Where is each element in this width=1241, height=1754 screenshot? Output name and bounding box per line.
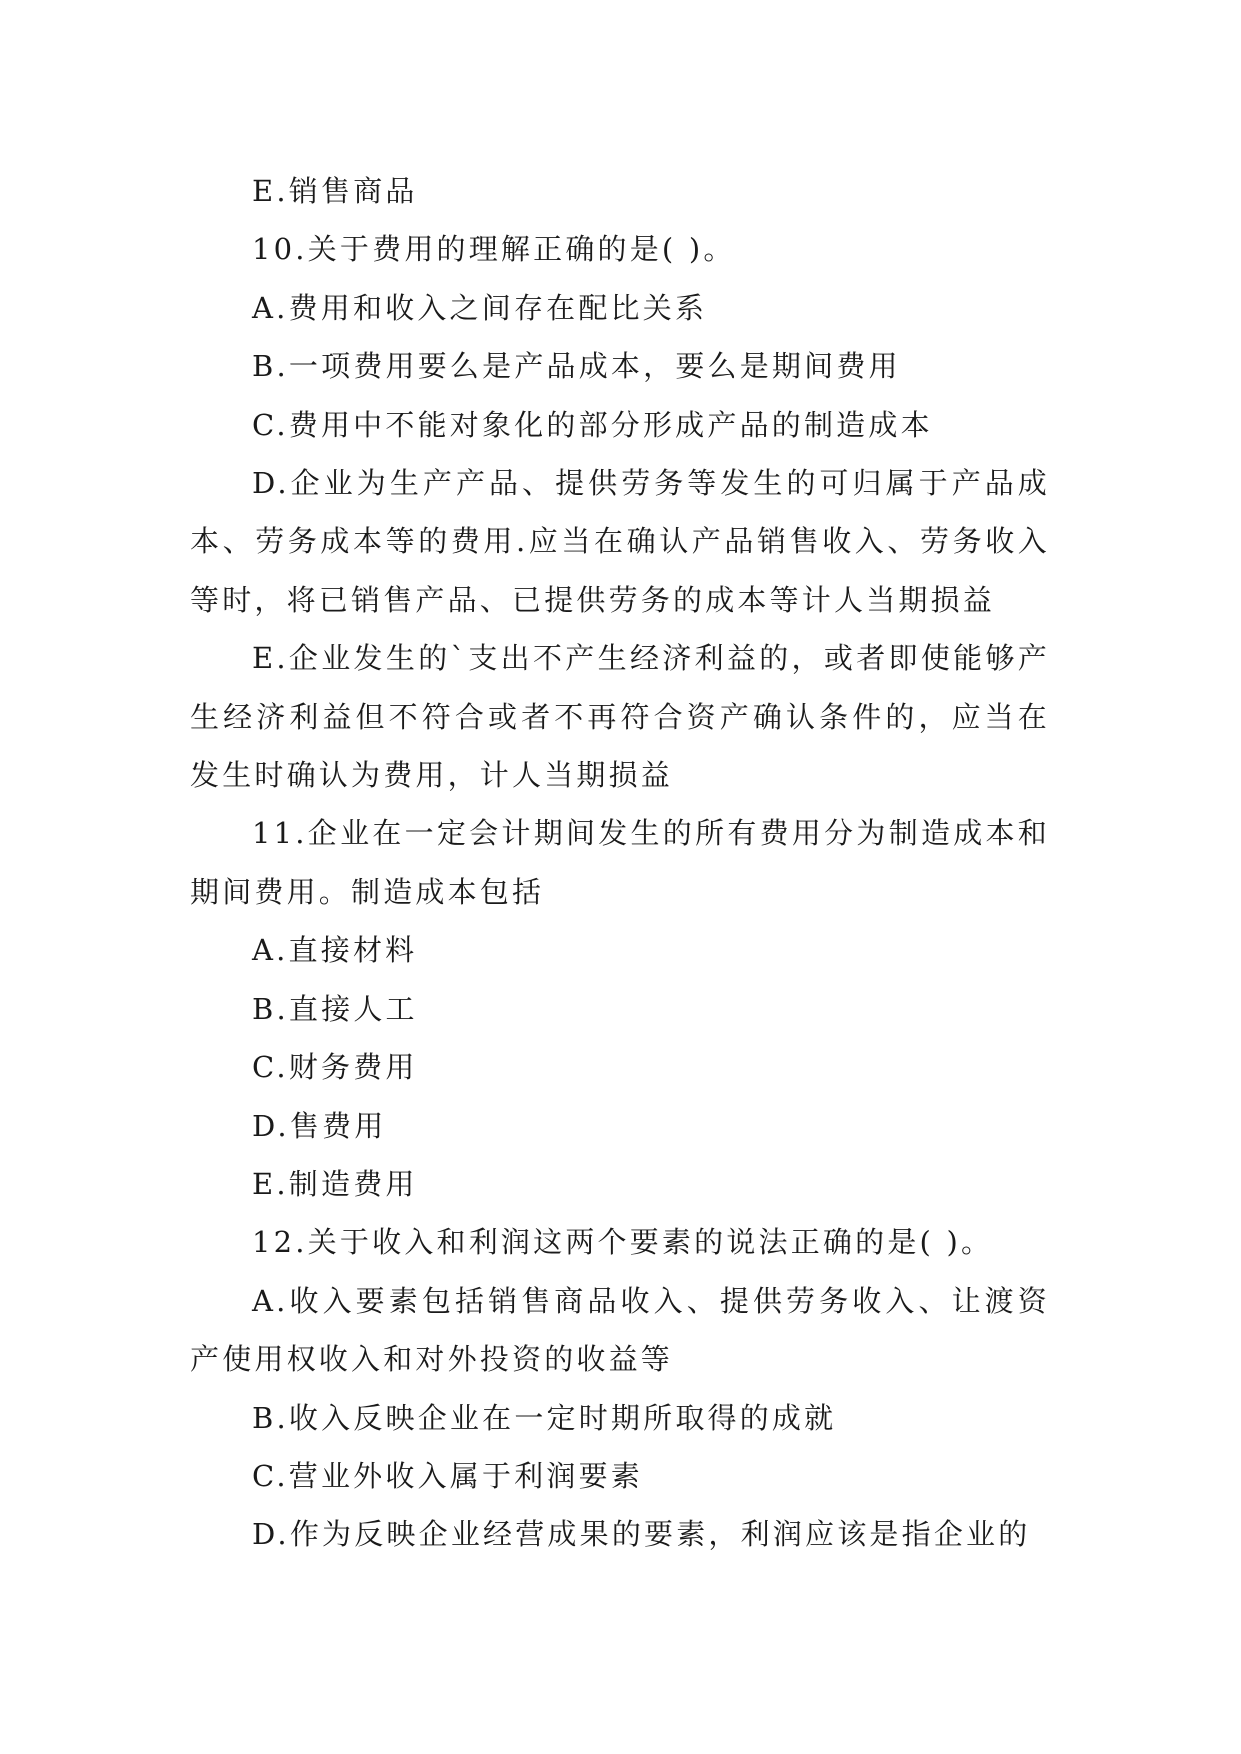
paragraph-q10-option-a: A.费用和收入之间存在配比关系 [252,290,708,325]
paragraph-q10-option-e: E.企业发生的`支出不产生经济利益的，或者即使能够产生经济利益但不符合或者不再符合资产确认条件的，应当在发生时确认为费用，计人当期损益 [190,641,1050,793]
paragraph-question-11: 11.企业在一定会计期间发生的所有费用分为制造成本和期间费用。制造成本包括 [190,816,1050,909]
paragraph-q11-option-d: D.售费用 [252,1108,387,1143]
paragraph-q10-option-d: D.企业为生产产品、提供劳务等发生的可归属于产品成本、劳务成本等的费用.应当在确认产品销售收入、劳务收入等时，将已销售产品、已提供劳务的成本等计人当期损益 [190,466,1050,617]
paragraph-q11-option-c: C.财务费用 [252,1050,418,1085]
paragraph-option-e-sales: E.销售商品 [252,174,418,208]
paragraph-question-10: 10.关于费用的理解正确的是( )。 [252,232,736,267]
paragraph-q10-option-c: C.费用中不能对象化的部分形成产品的制造成本 [252,407,933,442]
paragraph-q11-option-b: B.直接人工 [252,991,418,1026]
document-body [190,162,1050,1564]
paragraph-q12-option-d: D.作为反映企业经营成果的要素，利润应该是指企业的 [252,1517,1031,1552]
paragraph-q12-option-c: C.营业外收入属于利润要素 [252,1458,643,1493]
paragraph-q10-option-b: B.一项费用要么是产品成本，要么是期间费用 [252,349,901,384]
paragraph-question-12: 12.关于收入和利润这两个要素的说法正确的是( )。 [252,1225,994,1260]
paragraph-q12-option-a: A.收入要素包括销售商品收入、提供劳务收入、让渡资产使用权收入和对外投资的收益等 [190,1283,1050,1377]
paragraph-q11-option-e: E.制造费用 [252,1166,418,1201]
paragraph-q12-option-b: B.收入反映企业在一定时期所取得的成就 [252,1400,837,1435]
paragraph-q11-option-a: A.直接材料 [252,933,418,968]
